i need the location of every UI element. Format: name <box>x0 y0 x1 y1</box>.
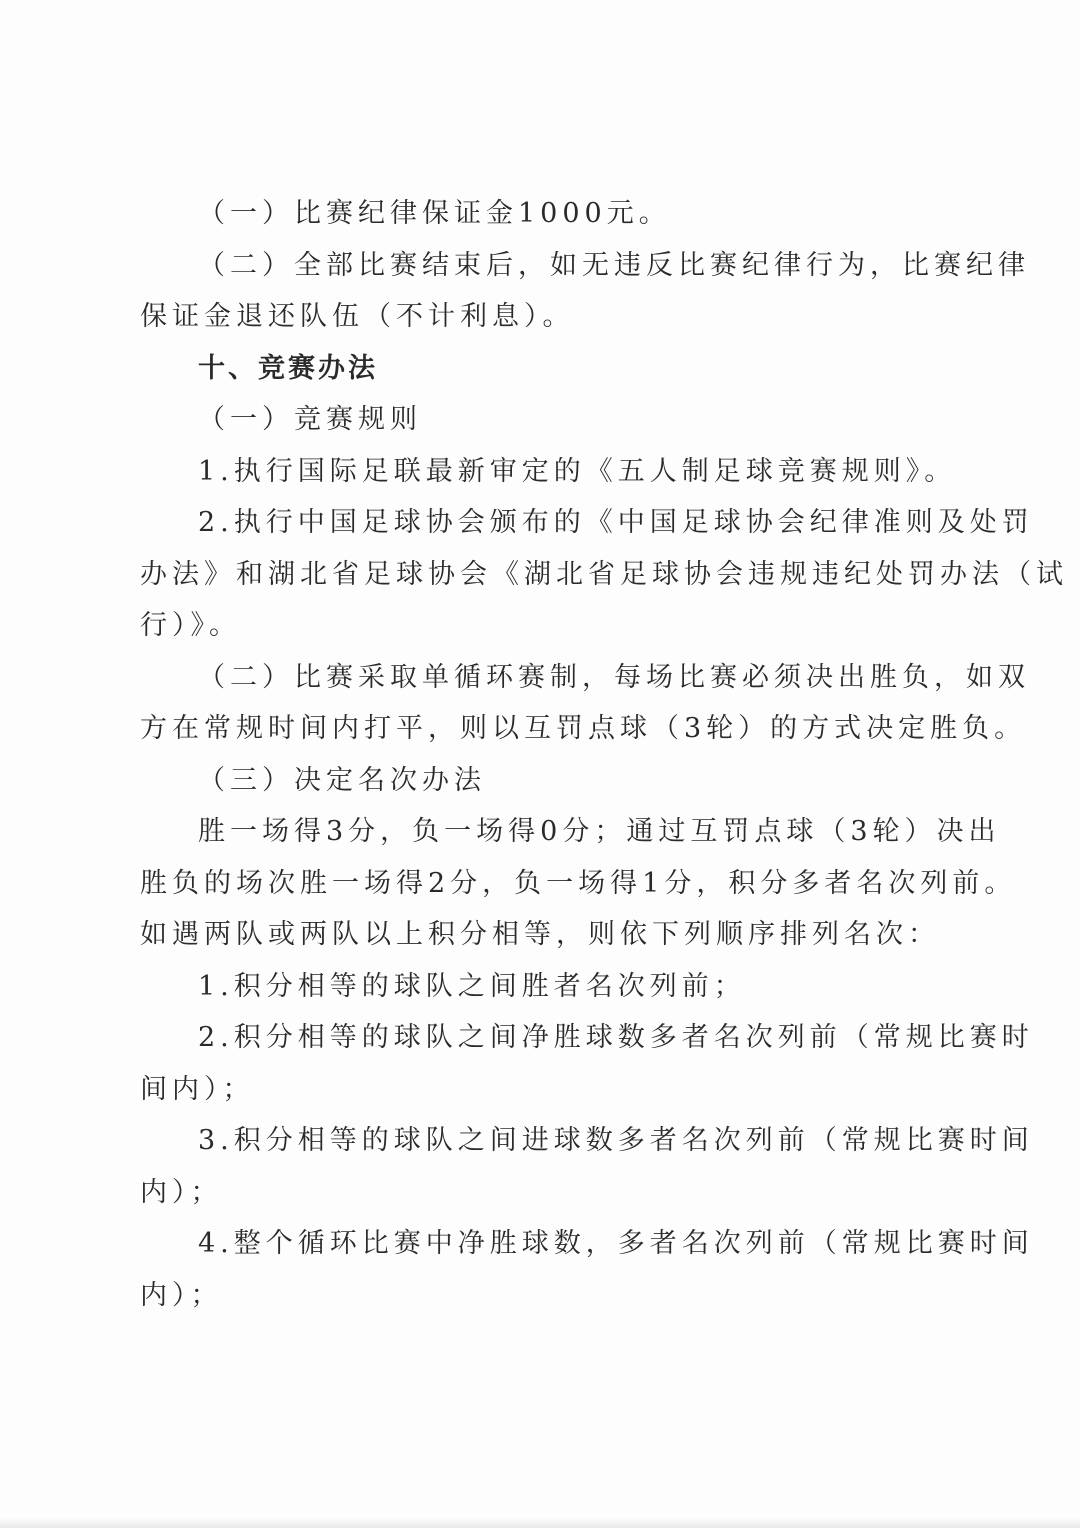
round-robin-line-1: （二）比赛采取单循环赛制，每场比赛必须决出胜负，如双 <box>198 661 1030 693</box>
tiebreak-item-2-line-1: 2.积分相等的球队之间净胜球数多者名次列前（常规比赛时 <box>198 1022 1034 1053</box>
deposit-refund-line-2: 保证金退还队伍（不计利息）。 <box>140 301 575 332</box>
points-line-2: 胜负的场次胜一场得2分，负一场得1分，积分多者名次列前。 <box>140 867 1017 899</box>
tiebreak-item-4-line-1: 4.整个循环比赛中净胜球数，多者名次列前（常规比赛时间 <box>198 1228 1034 1259</box>
tiebreak-item-1: 1.积分相等的球队之间胜者名次列前； <box>198 970 746 1002</box>
tiebreak-item-3-line-2: 内）； <box>140 1176 223 1208</box>
rule-item-2-line-3: 行）》。 <box>140 610 241 641</box>
section-heading-competition-method: 十、竞赛办法 <box>198 352 378 384</box>
round-robin-line-2: 方在常规时间内打平，则以互罚点球（3轮）的方式决定胜负。 <box>140 713 1027 744</box>
scan-bottom-edge <box>0 1518 1080 1528</box>
tiebreak-item-2-line-2: 间内）； <box>140 1073 255 1105</box>
subheading-competition-rules: （一）竞赛规则 <box>198 404 422 435</box>
deposit-refund-line-1: （二）全部比赛结束后，如无违反比赛纪律行为，比赛纪律 <box>198 249 1030 281</box>
rule-item-1: 1.执行国际足联最新审定的《五人制足球竞赛规则》。 <box>198 455 957 487</box>
points-line-3: 如遇两队或两队以上积分相等，则依下列顺序排列名次： <box>140 919 940 950</box>
tiebreak-item-4-line-2: 内）； <box>140 1279 223 1311</box>
tiebreak-item-3-line-1: 3.积分相等的球队之间进球数多者名次列前（常规比赛时间 <box>198 1125 1034 1156</box>
deposit-amount-line: （一）比赛纪律保证金1000元。 <box>198 198 671 229</box>
document-body <box>140 188 1068 1321</box>
points-line-1: 胜一场得3分，负一场得0分；通过互罚点球（3轮）决出 <box>198 816 1001 847</box>
rule-item-2-line-1: 2.执行中国足球协会颁布的《中国足球协会纪律准则及处罚 <box>198 507 1034 538</box>
subheading-ranking-method: （三）决定名次办法 <box>198 764 486 796</box>
rule-item-2-line-2: 办法》和湖北省足球协会《湖北省足球协会违规违纪处罚办法（试 <box>140 558 1068 590</box>
